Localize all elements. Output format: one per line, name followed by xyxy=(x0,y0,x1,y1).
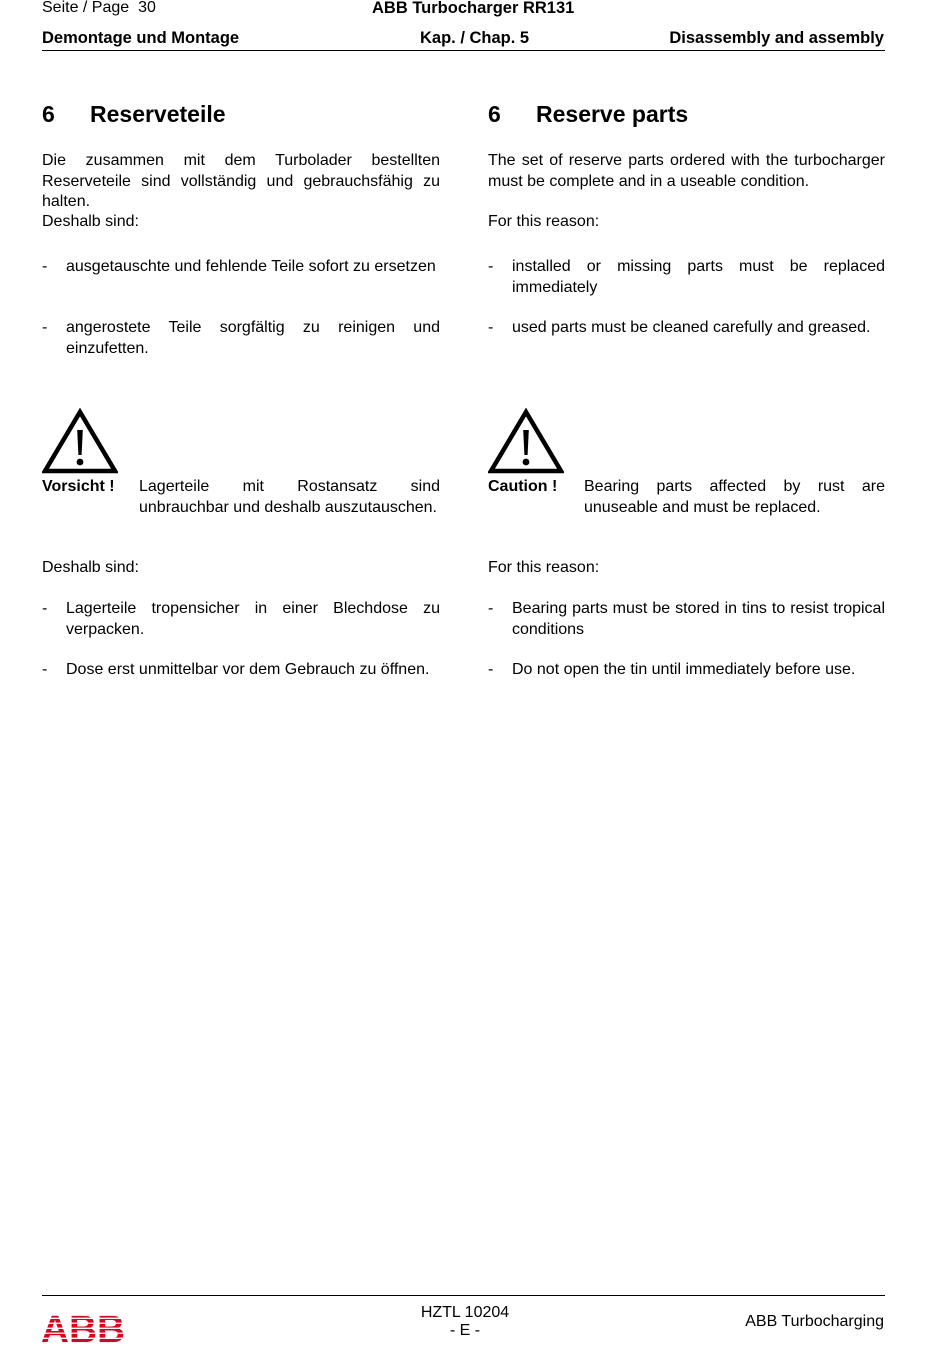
company-name: ABB Turbocharging xyxy=(745,1313,884,1330)
edition: - E - xyxy=(449,1322,481,1339)
therefore-en-2: For this reason: xyxy=(488,559,600,576)
page-number: 30 xyxy=(138,0,156,16)
intro-en: The set of reserve parts ordered with the turbocharger must be complete and in a useable condition. xyxy=(488,152,885,190)
therefore-de-2: Deshalb sind: xyxy=(42,559,139,576)
abb-logo xyxy=(41,1309,125,1344)
heading-de xyxy=(42,101,226,127)
list-item: - angerostete Teile sorgfältig zu reinigen und einzufetten. xyxy=(42,319,440,357)
abb-logo-text: ABB xyxy=(41,1309,125,1344)
heading-number-de: 6 xyxy=(42,101,55,127)
chapter-label: Kap. / Chap. 5 xyxy=(420,29,530,47)
product-title: ABB Turbocharger RR131 xyxy=(372,0,575,17)
section-title-de: Demontage und Montage xyxy=(42,29,240,47)
header-rule xyxy=(42,50,885,51)
intro-de: Die zusammen mit dem Turbolader bestellten Reserveteile sind vollständig und gebrauchsfähig zu halten. xyxy=(42,152,440,210)
caution-text-en: Bearing parts affected by rust are unuseable and must be replaced. xyxy=(584,478,885,516)
list-item: - used parts must be cleaned carefully and greased. xyxy=(488,319,871,336)
heading-title-de: Reserveteile xyxy=(90,101,226,127)
list-item: - Dose erst unmittelbar vor dem Gebrauch zu öffnen. xyxy=(42,661,430,678)
therefore-de-1: Deshalb sind: xyxy=(42,213,139,230)
warning-triangle-icon xyxy=(42,408,118,474)
list-item: - installed or missing parts must be replaced immediately xyxy=(488,258,885,296)
caution-label-en: Caution ! xyxy=(488,478,558,495)
doc-code: HZTL 10204 xyxy=(420,1304,510,1321)
section-title-en: Disassembly and assembly xyxy=(669,29,884,47)
caution-label-de: Vorsicht ! xyxy=(42,478,115,495)
list-item: - Do not open the tin until immediately before use. xyxy=(488,661,856,678)
caution-text-de: Lagerteile mit Rostansatz sind unbrauchbar und deshalb auszutauschen. xyxy=(139,478,440,516)
heading-number-en: 6 xyxy=(488,101,501,127)
heading-en xyxy=(488,101,688,127)
heading-title-en: Reserve parts xyxy=(536,101,689,127)
warning-triangle-icon xyxy=(488,408,564,474)
page-label: Seite / Page 30 xyxy=(42,0,156,16)
list-item: - Lagerteile tropensicher in einer Blechdose zu verpacken. xyxy=(42,600,440,638)
list-item: - ausgetauschte und fehlende Teile sofort zu ersetzen xyxy=(42,258,436,275)
list-item: - Bearing parts must be stored in tins to resist tropical conditions xyxy=(488,600,885,638)
therefore-en-1: For this reason: xyxy=(488,213,600,230)
footer-rule xyxy=(42,1295,885,1296)
